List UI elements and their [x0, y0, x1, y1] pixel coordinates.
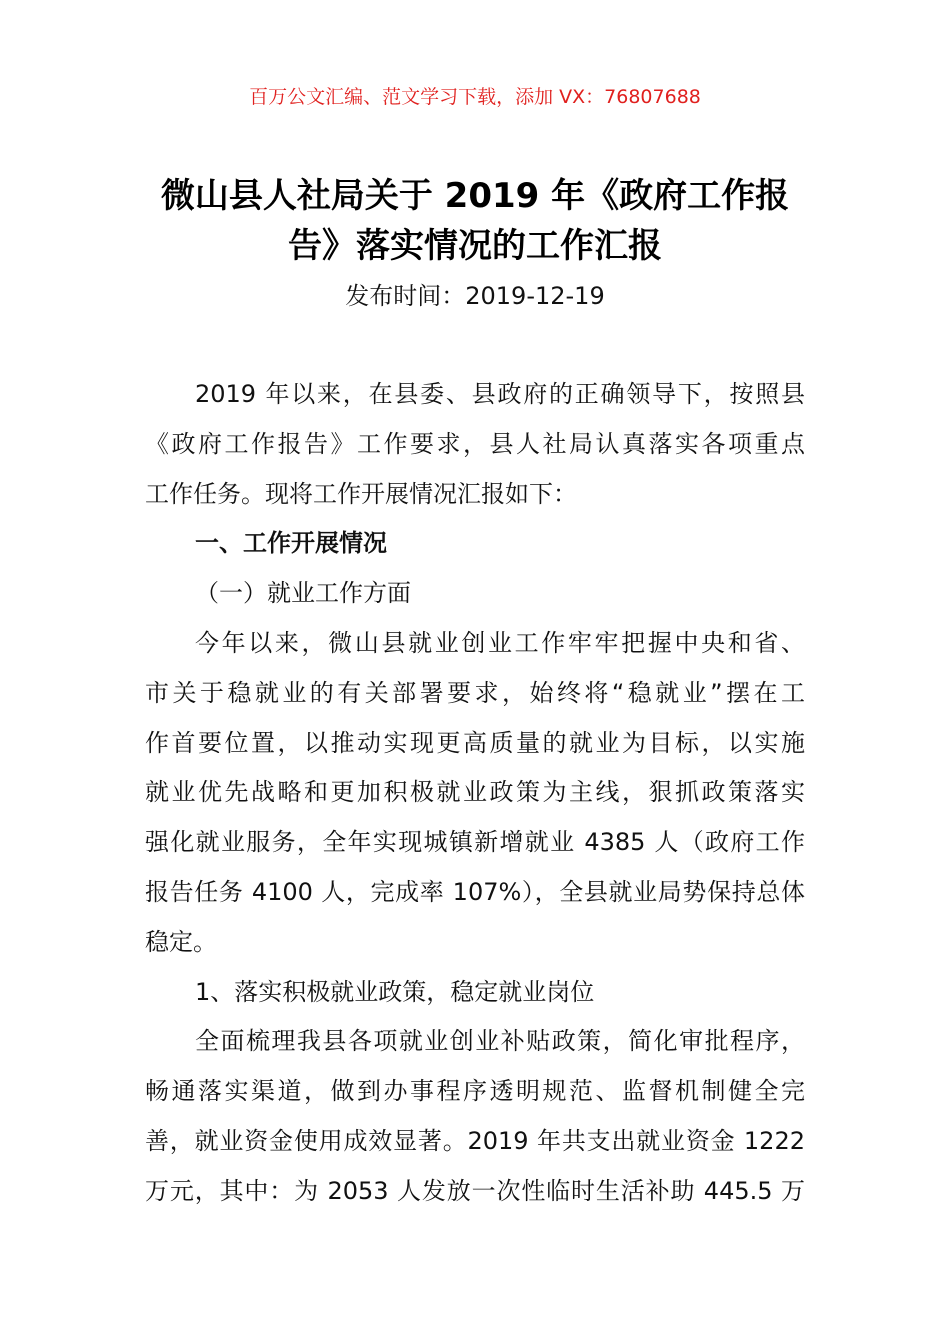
item-heading: 1、落实积极就业政策，稳定就业岗位	[195, 977, 595, 1006]
body-line: 稳定。	[145, 927, 217, 956]
body-line: 2019 年以来，在县委、县政府的正确领导下，按照县	[195, 380, 805, 408]
section-heading: 一、工作开展情况	[195, 529, 387, 558]
document-body	[145, 370, 805, 1217]
document-title-line-1: 微山县人社局关于 2019 年《政府工作报	[160, 176, 790, 216]
body-line: 作首要位置，以推动实现更高质量的就业为目标，以实施	[145, 728, 805, 757]
body-line: 全面梳理我县各项就业创业补贴政策，简化审批程序，	[195, 1027, 805, 1056]
body-line: 强化就业服务，全年实现城镇新增就业 4385 人（政府工作	[145, 828, 805, 857]
body-line: 今年以来，微山县就业创业工作牢牢把握中央和省、	[195, 628, 805, 657]
document-title-line-2: 告》落实情况的工作汇报	[288, 226, 662, 266]
watermark-text: 百万公文汇编、范文学习下载，添加 VX：76807688	[249, 86, 701, 108]
body-line: 工作任务。现将工作开展情况汇报如下：	[145, 479, 577, 508]
body-line: 万元，其中：为 2053 人发放一次性临时生活补助 445.5 万	[145, 1176, 805, 1205]
body-line: 《政府工作报告》工作要求，县人社局认真落实各项重点	[145, 429, 805, 458]
body-line: 就业优先战略和更加积极就业政策为主线，狠抓政策落实	[145, 778, 805, 807]
body-line: 畅通落实渠道，做到办事程序透明规范、监督机制健全完	[145, 1077, 805, 1106]
publish-date: 发布时间：2019-12-19	[345, 282, 605, 310]
subsection-heading: （一）就业工作方面	[195, 579, 411, 608]
body-line: 市关于稳就业的有关部署要求，始终将“稳就业”摆在工	[145, 678, 805, 707]
body-line: 善，就业资金使用成效显著。2019 年共支出就业资金 1222	[145, 1126, 805, 1155]
body-line: 报告任务 4100 人，完成率 107%），全县就业局势保持总体	[145, 877, 805, 906]
